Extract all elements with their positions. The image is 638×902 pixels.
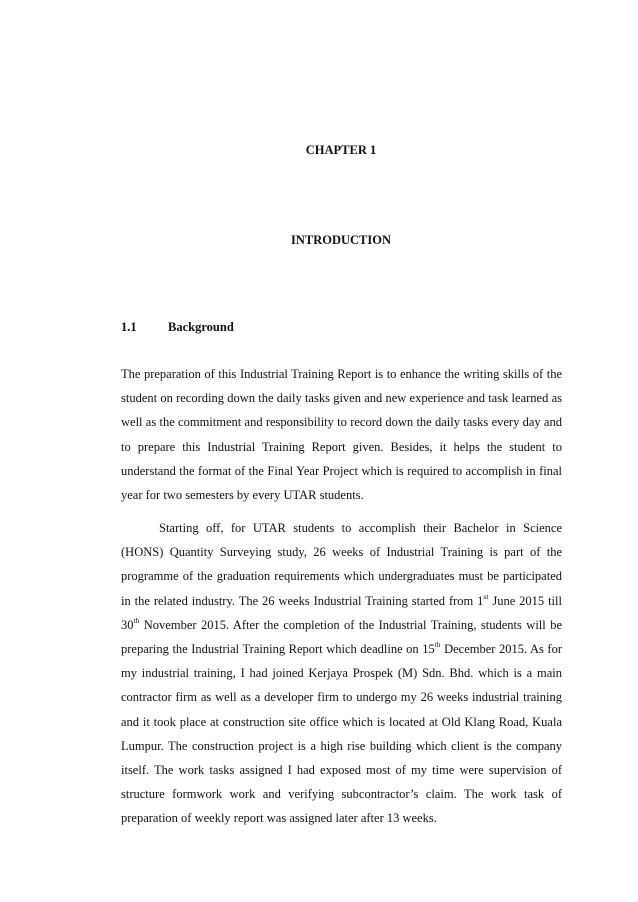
paragraph-2-text: November 2015. After the completion of the Industrial Training, students will be preparing the Industrial Training Report which deadline on 15: [121, 617, 562, 657]
paragraph-1: The preparation of this Industrial Training Report is to enhance the writing skills of the student on recording down the daily tasks given and new experience and task learned as well as the commitment and responsibility to record down the daily tasks every day and to prepare this Industrial Training Report given. Besides, it helps the student to understand the format of the Final Year Project which is required to accomplish in final year for two semesters by every UTAR students.: [121, 367, 562, 503]
chapter-title: INTRODUCTION: [290, 233, 391, 247]
paragraph-2-text: Starting off, for UTAR students to accomplish their Bachelor in Science (HONS) Quantity Surveying study, 26 weeks of Industrial Training is part of the programme of the graduation requirements which undergraduates must be participated in the related industry. The 26 weeks Industrial Training started from 1: [121, 521, 562, 608]
section-heading: [121, 320, 234, 335]
paragraph-2-text: December 2015. As for my industrial training, I had joined Kerjaya Prospek (M) Sdn. Bhd. which is a main contractor firm as well as a developer firm to undergo my 26 weeks industrial training and it took place at construction site office which is located at Old Klang Road, Kuala Lumpur. The construction project is a high rise building which client is the company itself. The work tasks assigned I had exposed most of my time were supervision of structure formwork work and verifying subcontractor’s claim. The work task of preparation of weekly report was assigned later after 13 weeks.: [121, 642, 562, 826]
paragraph-2-text: June 2015 till 30: [121, 593, 562, 632]
section-title: Background: [168, 320, 234, 334]
superscript-th: th: [434, 640, 441, 650]
paragraph-2: [121, 516, 562, 831]
superscript-st: st: [483, 591, 489, 601]
section-number: 1.1: [121, 320, 137, 334]
superscript-th: th: [133, 615, 140, 625]
chapter-label: CHAPTER 1: [305, 143, 377, 157]
